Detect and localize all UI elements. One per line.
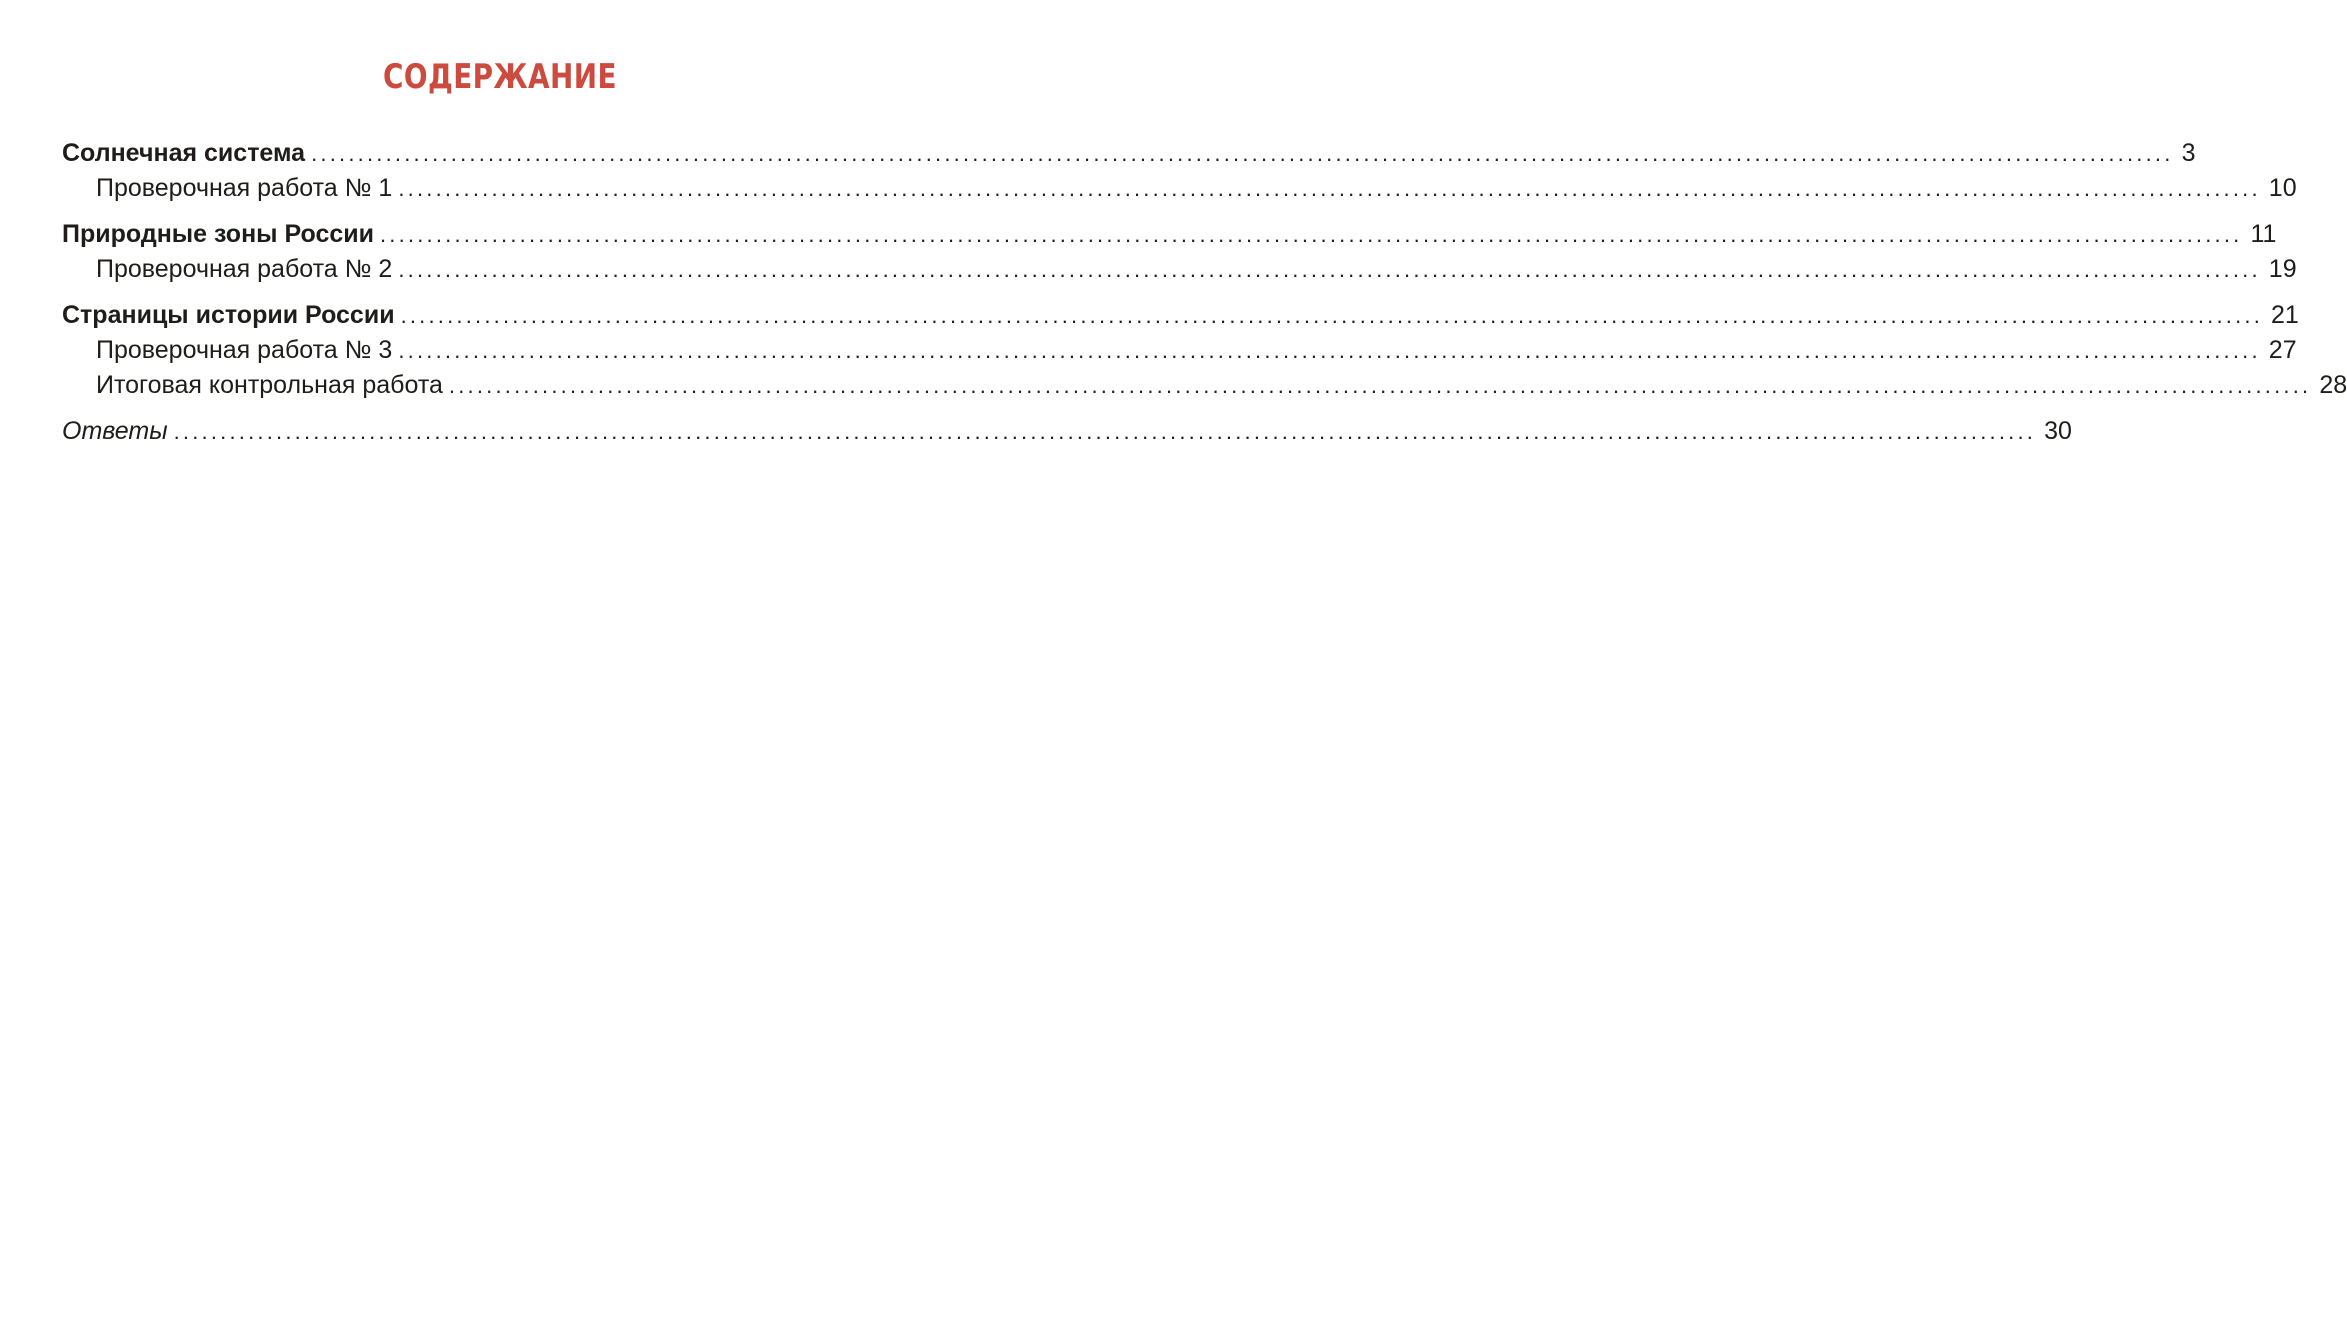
toc-entry-subsection[interactable]: [96, 368, 2347, 402]
toc-page-number: 28: [2319, 371, 2347, 399]
toc-entry-subsection[interactable]: [96, 171, 2297, 205]
toc-entry-label: Природные зоны России: [62, 220, 374, 248]
toc-entry-label: Проверочная работа № 3: [96, 336, 393, 364]
toc-entry-label: Проверочная работа № 2: [96, 255, 393, 283]
toc-entry-label: Страницы истории России: [62, 301, 395, 329]
toc-entry-subsection[interactable]: [96, 252, 2297, 286]
toc-entry-section[interactable]: [62, 298, 2299, 332]
toc-entry-label: Проверочная работа № 1: [96, 174, 393, 202]
toc-entry-label: Итоговая контрольная работа: [96, 371, 443, 399]
toc-page-number: 10: [2268, 174, 2297, 202]
dot-leader: ........................................................................................................................................................................................................: [448, 373, 2312, 398]
toc-entry-section[interactable]: [62, 217, 2277, 251]
dot-leader: ........................................................................................................................................................................................................: [311, 141, 2174, 166]
toc-entry-answers[interactable]: [62, 414, 2072, 448]
dot-leader: ........................................................................................................................................................................................................: [398, 338, 2261, 363]
toc-entry-label: Ответы: [62, 417, 168, 445]
dot-leader: ........................................................................................................................................................................................................: [400, 303, 2264, 328]
dot-leader: ........................................................................................................................................................................................................: [380, 222, 2243, 247]
toc-page-number: 11: [2250, 220, 2277, 248]
toc-entry-label: Солнечная система: [62, 139, 306, 167]
dot-leader: ........................................................................................................................................................................................................: [173, 419, 2037, 444]
page-title: СОДЕРЖАНИЕ: [382, 57, 617, 97]
toc-entry-section[interactable]: [62, 136, 2196, 170]
dot-leader: ........................................................................................................................................................................................................: [398, 257, 2261, 282]
toc-page-number: 21: [2271, 301, 2299, 329]
toc-page-number: 30: [2044, 417, 2072, 445]
dot-leader: ........................................................................................................................................................................................................: [398, 176, 2261, 201]
toc-page-number: 3: [2181, 139, 2196, 167]
toc-page-number: 27: [2268, 336, 2297, 364]
toc-entry-subsection[interactable]: [96, 333, 2297, 367]
toc-page-number: 19: [2268, 255, 2297, 283]
